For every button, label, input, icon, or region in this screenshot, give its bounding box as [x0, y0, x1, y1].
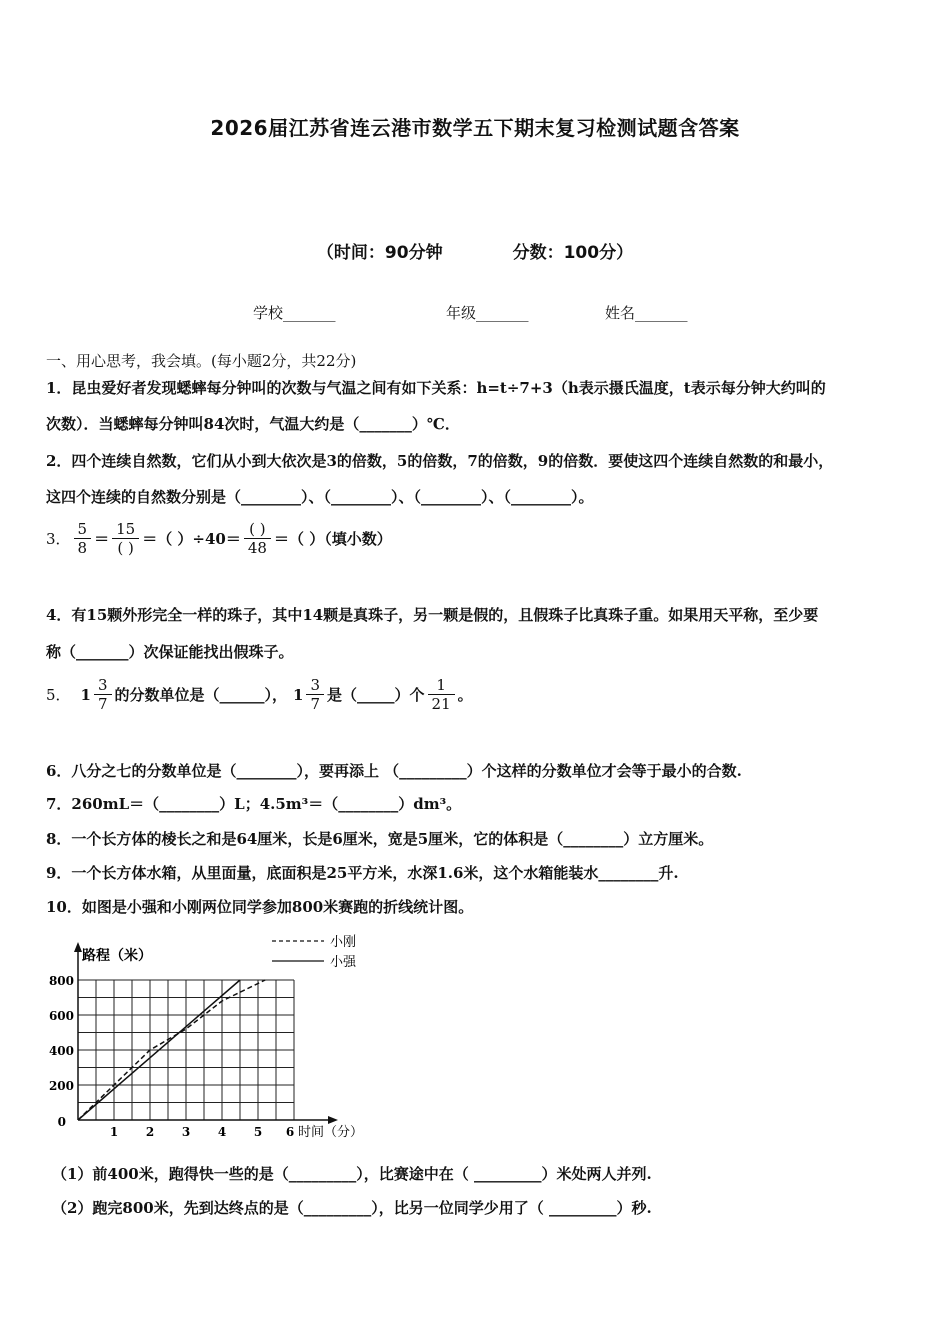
question-4-line2: 称（_______）次保证能找出假珠子。 — [46, 643, 294, 661]
race-line-chart — [40, 928, 390, 1140]
fraction-5-8: $\frac{5}{8}$ — [74, 520, 92, 557]
x-axis-label: 时间（分） — [298, 1125, 364, 1140]
y-tick-label: 200 — [48, 1079, 74, 1093]
fraction-15-blank: $\frac{15}{( )}$ — [112, 520, 139, 557]
y-axis-arrow — [74, 942, 82, 952]
chart-legend — [272, 934, 357, 970]
grade-field[interactable]: 年级_______ — [446, 304, 529, 322]
question-3: 3． $\frac{5}{8}$ ＝ $\frac{15}{( )}$ ＝（ ）÷40＝ $\frac{( )}{48}$ ＝（ ）（填小数） — [46, 520, 392, 557]
question-1-line1: 1．昆虫爱好者发现蟋蟀每分钟叫的次数与气温之间有如下关系：h=t÷7+3（h表示摄氏温度，t表示每分钟大约叫的 — [46, 379, 826, 397]
exam-score: 分数：100分） — [512, 243, 634, 263]
name-field[interactable]: 姓名_______ — [605, 304, 688, 322]
question-2-line2: 这四个连续的自然数分别是（________）、（________）、（________）、（________）。 — [46, 488, 594, 506]
x-axis-arrow — [328, 1116, 338, 1124]
y-axis-label: 路程（米） — [82, 948, 152, 964]
x-tick-label: 4 — [217, 1125, 227, 1139]
y-tick-label: 800 — [48, 974, 74, 988]
exam-time: （时间：90分钟 — [316, 243, 443, 263]
origin-label: 0 — [57, 1115, 66, 1129]
fraction-3-7: $\frac{3}{7}$ — [94, 676, 112, 713]
x-tick-label: 2 — [145, 1125, 155, 1139]
y-tick-label: 600 — [48, 1009, 74, 1023]
fraction-blank-48: $\frac{( )}{48}$ — [244, 520, 271, 557]
y-tick-label: 400 — [48, 1044, 74, 1058]
x-tick-label: 6 — [285, 1125, 295, 1139]
question-10-part1: （1）前400米，跑得快一些的是（_________），比赛途中在（ _________）米处两人并列. — [52, 1165, 652, 1183]
fraction-3-7-b: $\frac{3}{7}$ — [306, 676, 324, 713]
question-4-line1: 4．有15颗外形完全一样的珠子，其中14颗是真珠子，另一颗是假的，且假珠子比真珠子重。如果用天平称，至少要 — [46, 606, 819, 624]
fraction-1-21: $\frac{1}{21}$ — [428, 676, 455, 713]
question-1-line2: 次数）．当蟋蟀每分钟叫84次时，气温大约是（_______）℃． — [46, 415, 460, 433]
question-6: 6．八分之七的分数单位是（________），要再添上 （_________）个这样的分数单位才会等于最小的合数. — [46, 762, 742, 780]
question-8: 8．一个长方体的棱长之和是64厘米，长是6厘米，宽是5厘米，它的体积是（________）立方厘米。 — [46, 830, 714, 848]
section-title: 一、用心思考，我会填。(每小题2分，共22分) — [46, 352, 357, 370]
x-tick-label: 1 — [109, 1125, 119, 1139]
legend-label: 小刚 — [330, 935, 357, 950]
question-10-part2: （2）跑完800米，先到达终点的是（_________），比另一位同学少用了（ _________）秒. — [52, 1199, 652, 1217]
question-5: 5． 1 $\frac{3}{7}$ 的分数单位是（______）， 1 $\frac{3}{7}$ 是（_____）个 $\frac{1}{21}$ 。 — [46, 676, 473, 713]
question-10: 10．如图是小强和小刚两位同学参加800米赛跑的折线统计图。 — [46, 898, 474, 916]
legend-label: 小强 — [330, 955, 357, 970]
chart-grid — [78, 980, 294, 1120]
question-9: 9．一个长方体水箱，从里面量，底面积是25平方米，水深1.6米，这个水箱能装水________升. — [46, 864, 679, 882]
x-tick-label: 5 — [253, 1125, 263, 1139]
exam-meta — [0, 238, 950, 263]
x-tick-label: 3 — [181, 1125, 191, 1139]
question-7: 7．260mL＝（________）L；4.5m³＝（________）dm³。 — [46, 795, 462, 813]
question-2-line1: 2．四个连续自然数，它们从小到大依次是3的倍数，5的倍数，7的倍数，9的倍数．要使这四个连续自然数的和最小， — [46, 452, 834, 470]
page-title: 2026届江苏省连云港市数学五下期末复习检测试题含答案 — [210, 116, 740, 140]
school-field[interactable]: 学校_______ — [253, 304, 336, 322]
